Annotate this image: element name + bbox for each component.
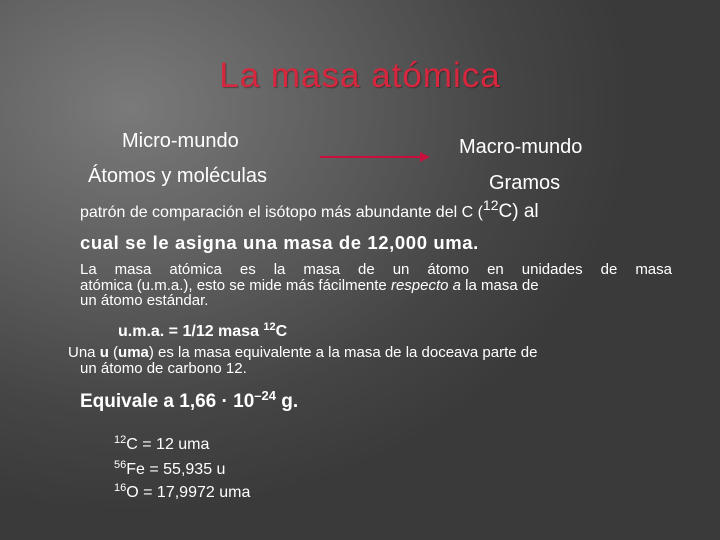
- uma-explanation-line2: un átomo de carbono 12.: [80, 360, 247, 377]
- uma-formula-superscript: 12: [263, 321, 276, 333]
- uma-formula-post: C: [275, 323, 288, 340]
- standard-text-big: C) al: [498, 201, 539, 222]
- atomic-mass-definition: [80, 262, 672, 309]
- equiv-pre: Equivale a 1,66 · 10: [80, 391, 255, 412]
- una-uma: uma: [118, 344, 149, 361]
- definition-line-3: un átomo estándar.: [80, 292, 209, 309]
- isotope-carbon: [114, 434, 209, 454]
- atoms-molecules-label: Átomos y moléculas: [88, 165, 267, 187]
- bullet-standard-text: [80, 197, 539, 223]
- slide-title: La masa atómica: [219, 56, 501, 95]
- isotope-mass-number: 16: [114, 482, 127, 494]
- arrow-head: [420, 152, 430, 162]
- bullet-standard-line2: cual se le asigna una masa de 12,000 uma.: [80, 232, 479, 253]
- isotope-text: Fe = 55,935 u: [126, 461, 226, 478]
- right-arrow-icon: [320, 150, 430, 164]
- isotope-text: O = 17,9972 uma: [126, 484, 251, 501]
- micro-world-label: Micro-mundo: [122, 130, 239, 152]
- macro-world-label: Macro-mundo: [459, 136, 583, 158]
- una-rest: es la masa equivalente a la masa de la doceava parte de: [153, 344, 538, 361]
- equiv-post: g.: [275, 391, 299, 412]
- una-paren-open: (: [108, 344, 119, 361]
- definition-line-2b: la masa de: [461, 276, 539, 294]
- definition-line-2: [80, 278, 672, 294]
- uma-explanation: [68, 345, 537, 361]
- definition-line-2a: atómica (u.m.a.), esto se mide más fácilmente: [80, 276, 391, 294]
- isotope-text: C = 12 uma: [126, 436, 210, 453]
- standard-superscript: 12: [482, 197, 499, 213]
- isotope-iron: [114, 459, 225, 479]
- definition-emphasis: respecto a: [390, 276, 461, 294]
- isotope-mass-number: 12: [114, 434, 127, 446]
- una-u: u: [99, 344, 109, 361]
- standard-text-pre: patrón de comparación el isótopo más abundante del C (: [80, 204, 483, 221]
- grams-label: Gramos: [489, 172, 561, 194]
- equiv-exponent: –24: [254, 388, 276, 403]
- isotope-mass-number: 56: [114, 459, 127, 471]
- isotope-oxygen: [114, 482, 250, 502]
- una-paren-close: ): [148, 344, 154, 361]
- definition-line-1: La masa atómica es la masa de un átomo en unidades de masa: [80, 261, 672, 278]
- una-pre: Una: [68, 344, 100, 361]
- uma-formula: [118, 321, 287, 341]
- equivalence-statement: [80, 388, 298, 413]
- uma-formula-pre: u.m.a. = 1/12 masa: [118, 323, 264, 340]
